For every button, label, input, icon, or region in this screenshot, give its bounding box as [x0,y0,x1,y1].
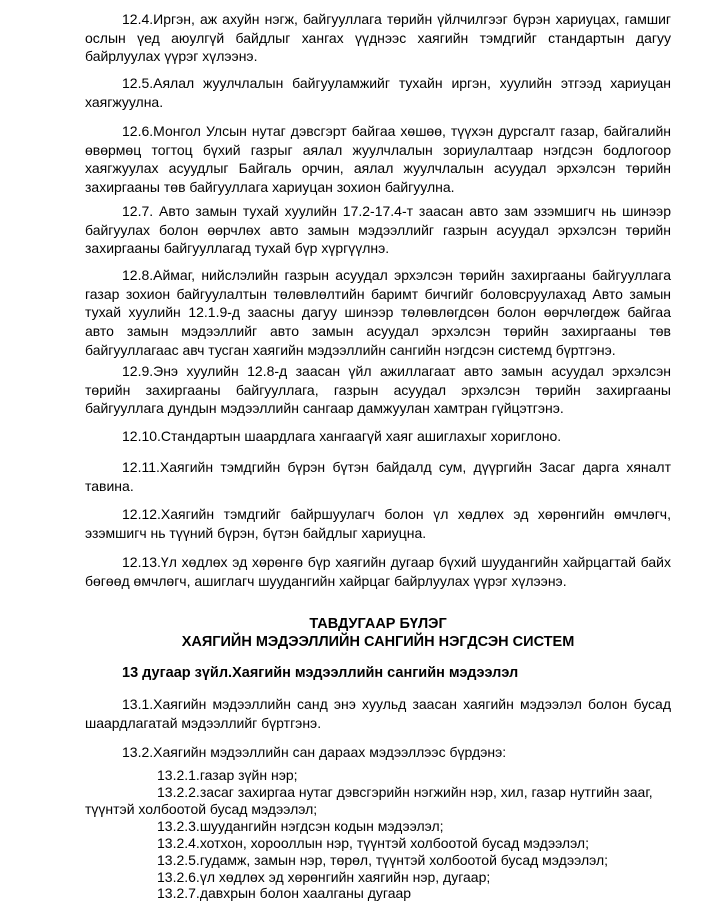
line: захиргааны байгууллагад тухай бүр хүргүүлнэ. [85,240,390,257]
line: хаягжуулах асуудлыг Байгаль орчин, аялал жуулчлалын асуудал эрхэлсэн төрийн [85,160,671,177]
chapter-title: ХАЯГИЙН МЭДЭЭЛЛИЙН САНГИЙН НЭГДСЭН СИСТЕМ [181,634,575,650]
line: байгууллагаас авч тусган хаягийн мэдээллийн сангийн нэгдсэн системд бүртгэнэ. [85,341,616,358]
line: эзэмшигч нь түүний бүрэн, бүтэн байдлыг хариуцна. [85,524,427,541]
line: 12.10.Стандартын шаардлага хангаагүй хаяг ашиглахыг хориглоно. [122,428,562,444]
line: тухай хуулийн 12.1.9-д заасны дагуу шинээр төлөвлөгдсөн болон өөрчлөгдөж байгаа [85,304,671,321]
sub-item-13-2-2 [85,784,671,818]
line: өвөрмөц тогтоц бүхий газрыг аялал жуулчлалын зориулалтаар нэгдсэн бодлогоор [85,141,671,158]
paragraph-12-10 [85,427,671,446]
line: 13.2.2.засаг захиргаа нутаг дэвсгэрийн нэгжийн нэр, хил, газар нутгийн зааг, [157,784,653,800]
line: 13.2.3.шуудангийн нэгдсэн кодын мэдээлэл; [157,818,444,834]
line: 13.2.6.үл хөдлөх эд хөрөнгийн хаягийн нэр, дугаар; [157,869,491,885]
line: 12.8.Аймаг, нийслэлийн газрын асуудал эрхэлсэн төрийн захиргааны байгууллага [122,267,671,283]
line: тавина. [85,477,134,494]
line: 13.1.Хаягийн мэдээллийн санд энэ хуульд заасан хаягийн мэдээлэл болон бусад [122,696,671,712]
paragraph-12-6 [85,122,671,197]
line: бөгөөд өмчлөгч, ашиглагч шуудангийн хайрцаг байрлуулах үүрэг хүлээнэ. [85,572,567,589]
sub-item-13-2-7 [85,885,671,902]
sub-item-13-2-6 [85,869,671,886]
line: 12.9.Энэ хуулийн 12.8-д заасан үйл ажиллагаат авто замын асуудал эрхэлсэн [122,363,671,379]
paragraph-12-8 [85,266,671,360]
line: байрлуулах үүрэг хүлээнэ. [85,48,258,65]
paragraph-12-5 [85,74,671,111]
sub-item-13-2-4 [85,835,671,852]
paragraph-13-2 [85,743,671,762]
sub-item-13-2-3 [85,818,671,835]
line: газар зохион байгуулалтын төлөвлөлтийн баримт бичгийг боловсруулахад Авто замын [85,285,671,302]
line: 12.4.Иргэн, аж ахуйн нэгж, байгууллага төрийн үйлчилгээг бүрэн хариуцах, гамшиг [122,11,671,27]
line: 13.2.5.гудамж, замын нэр, төрөл, түүнтэй холбоотой бусад мэдээлэл; [157,852,609,868]
line: 13.2.Хаягийн мэдээллийн сан дараах мэдээллээс бүрдэнэ: [122,744,507,760]
sub-item-13-2-1 [85,767,671,784]
line: захиргааны төв байгууллага хариуцан зохион байгуулна. [85,179,455,196]
line: 13.2.1.газар зүйн нэр; [157,767,298,783]
paragraph-13-1 [85,695,671,732]
line: 12.13.Үл хөдлөх эд хөрөнгө бүр хаягийн дугаар бүхий шуудангийн хайрцагтай байх [122,554,671,570]
paragraph-12-7 [85,202,671,258]
line: авто замын мэдээллийг авто замын асуудал эрхэлсэн төрийн захиргааны төв [85,323,671,340]
line: 12.6.Монгол Улсын нутаг дэвсгэрт байгаа хөшөө, түүхэн дурсгалт газар, байгалийн [122,123,671,139]
line: 12.11.Хаягийн тэмдгийн бүрэн бүтэн байдалд сум, дүүргийн Засаг дарга хяналт [122,459,671,475]
line: 13.2.4.хотхон, хорооллын нэр, түүнтэй холбоотой бусад мэдээлэл; [157,835,589,851]
sub-item-13-2-5 [85,852,671,869]
chapter-number: ТАВДУГААР БҮЛЭГ [309,616,447,632]
line: байгууллага дундын мэдээллийн сангаар дамжуулан хамтран гүйцэтгэнэ. [85,400,564,417]
line: 13.2.7.давхрын болон хаалганы дугаар [157,885,412,901]
paragraph-12-4 [85,10,671,66]
line: хаягжуулна. [85,93,164,110]
paragraph-12-11 [85,458,671,495]
line: төрийн захиргааны байгууллага, газрын асуудал эрхэлсэн төрийн захиргааны [85,381,671,398]
line: шаардлагатай мэдээллийг бүртгэнэ. [85,714,322,731]
line: 12.12.Хаягийн тэмдгийг байршуулагч болон үл хөдлөх эд хөрөнгийн өмчлөгч, [122,506,671,522]
paragraph-12-12 [85,505,671,542]
line: байгуулах болон өөрчлөх авто замын мэдээллийг газрын асуудал эрхэлсэн төрийн [85,221,671,238]
line: ослын үед аюулгүй байдлыг хангах үүднээс хаягийн тэмдгийг стандартын дагуу [85,29,671,46]
line: түүнтэй холбоотой бусад мэдээлэл; [85,801,318,817]
line: 12.5.Аялал жуулчлалын байгууламжийг тухайн иргэн, хуулийн этгээд хариуцан [122,75,671,91]
article-title: 13 дугаар зүйл.Хаягийн мэдээллийн сангийн мэдээлэл [122,665,519,681]
paragraph-12-13 [85,553,671,590]
paragraph-12-9 [85,362,671,418]
line: 12.7. Авто замын тухай хуулийн 17.2-17.4-т заасан авто зам эзэмшигч нь шинээр [122,203,671,219]
